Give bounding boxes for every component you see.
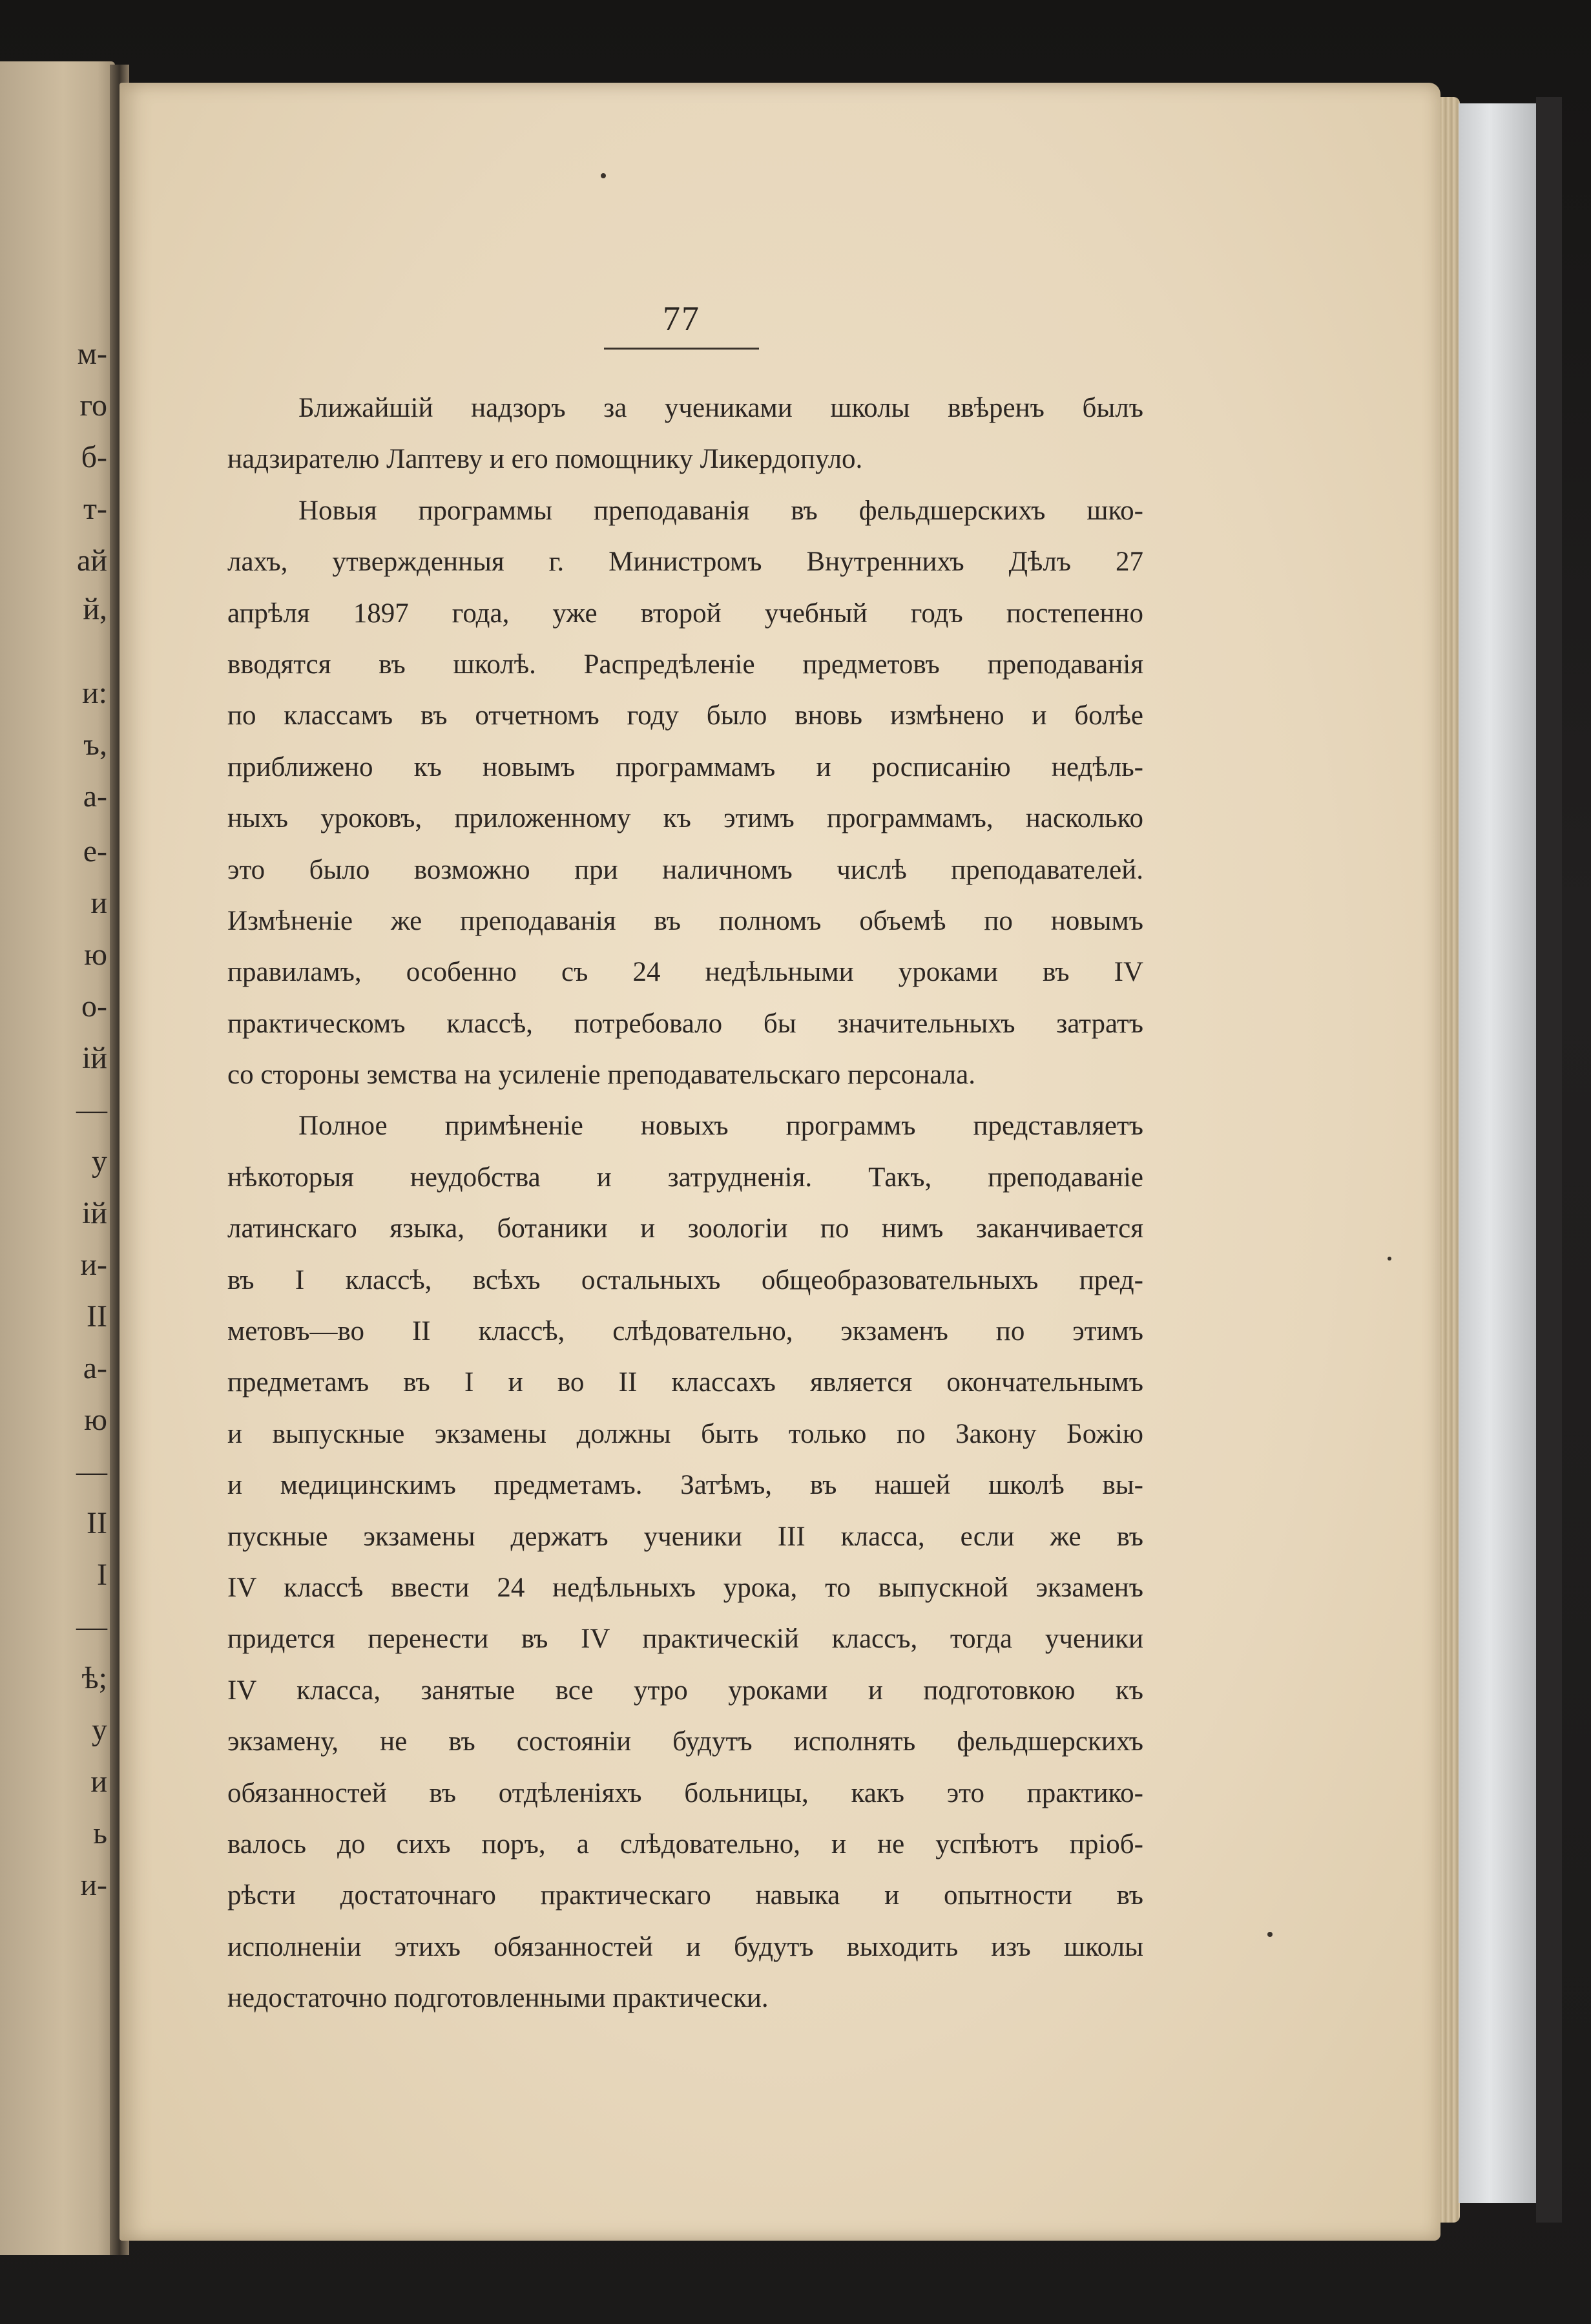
left-page-text-fragment: го bbox=[79, 388, 107, 423]
left-page-text-fragment: е- bbox=[83, 834, 107, 868]
text-line: апрѣля 1897 года, уже второй учебный годъ постепенно bbox=[227, 598, 1143, 629]
text-line: исполненіи этихъ обязанностей и будутъ выходить изъ школы bbox=[227, 1931, 1143, 1962]
text-line: и медицинскимъ предметамъ. Затѣмъ, въ нашей школѣ вы- bbox=[227, 1470, 1143, 1501]
left-page-text-fragment: и: bbox=[81, 676, 107, 710]
left-page-text-fragment: ѣ; bbox=[81, 1661, 107, 1695]
text-line: вводятся въ школѣ. Распредѣленіе предметовъ преподаванія bbox=[227, 649, 1143, 680]
text-line: Новыя программы преподаванія въ фельдшерскихъ шко- bbox=[298, 495, 1143, 526]
text-line: со стороны земства на усиленіе преподавательскаго персонала. bbox=[227, 1060, 975, 1091]
text-line: Ближайшій надзоръ за учениками школы ввѣренъ былъ bbox=[298, 393, 1143, 423]
text-line: IV класса, занятые все утро уроками и подготовкою къ bbox=[227, 1675, 1143, 1706]
left-page-text-fragment: и- bbox=[80, 1248, 107, 1282]
left-page-text-fragment: I bbox=[97, 1558, 107, 1592]
left-page-text-fragment: а- bbox=[83, 1351, 107, 1385]
paper-speck bbox=[601, 173, 606, 178]
left-page-text-fragment: — bbox=[76, 1093, 107, 1127]
text-line: это было возможно при наличномъ числѣ преподавателей. bbox=[227, 854, 1143, 885]
paper-speck bbox=[1267, 1932, 1273, 1937]
left-page-text-fragment: и- bbox=[80, 1868, 107, 1902]
left-page-text-fragment: ій bbox=[81, 1041, 107, 1075]
left-page-text-fragment: ю bbox=[84, 937, 107, 972]
text-line: предметамъ въ I и во II классахъ является окончательнымъ bbox=[227, 1367, 1143, 1398]
text-line: обязанностей въ отдѣленіяхъ больницы, какъ это практико- bbox=[227, 1777, 1143, 1808]
text-line: по классамъ въ отчетномъ году было вновь измѣнено и болѣе bbox=[227, 700, 1143, 731]
text-line: Измѣненіе же преподаванія въ полномъ объемѣ по новымъ bbox=[227, 905, 1143, 936]
left-page-text-fragment: II bbox=[87, 1299, 107, 1334]
text-line: латинскаго языка, ботаники и зоологіи по нимъ заканчивается bbox=[227, 1213, 1143, 1244]
text-line: недостаточно подготовленными практически. bbox=[227, 1983, 769, 2014]
left-page-text-fragment: ай bbox=[77, 543, 107, 578]
body-text bbox=[227, 382, 1143, 2024]
text-line: IV классѣ ввести 24 недѣльныхъ урока, то выпускной экзаменъ bbox=[227, 1572, 1143, 1603]
left-page-text-fragment: й, bbox=[83, 592, 107, 626]
left-page-text-fragment: у bbox=[92, 1713, 107, 1747]
left-page-text-fragment: у bbox=[92, 1144, 107, 1178]
paper-speck bbox=[1388, 1257, 1391, 1261]
text-line: метовъ—во II классѣ, слѣдовательно, экзаменъ по этимъ bbox=[227, 1316, 1143, 1347]
cover-shadow bbox=[1536, 97, 1562, 2223]
text-line: надзирателю Лаптеву и его помощнику Ликердопуло. bbox=[227, 444, 863, 475]
left-page-text-fragment: — bbox=[76, 1609, 107, 1644]
left-page-text-fragment: а- bbox=[83, 779, 107, 813]
text-line: придется перенести въ IV практическій классъ, тогда ученики bbox=[227, 1624, 1143, 1655]
left-page-text-fragment: и bbox=[90, 1764, 107, 1799]
left-page-text-fragment: т- bbox=[83, 492, 107, 526]
left-page-text-fragment: ь bbox=[93, 1816, 107, 1850]
text-line: правиламъ, особенно съ 24 недѣльными уроками въ IV bbox=[227, 957, 1143, 988]
left-page-text-fragment: м- bbox=[77, 337, 107, 371]
text-line: нѣкоторыя неудобства и затрудненія. Такъ, преподаваніе bbox=[227, 1162, 1143, 1193]
page-number: 77 bbox=[663, 299, 700, 338]
left-page-text-fragment: ій bbox=[81, 1196, 107, 1230]
left-page-text-fragment: ю bbox=[84, 1403, 107, 1437]
left-page-text-fragment: о- bbox=[81, 989, 107, 1023]
left-page-text-fragment: б- bbox=[81, 440, 107, 474]
text-line: ныхъ уроковъ, приложенному къ этимъ программамъ, насколько bbox=[227, 803, 1143, 834]
left-page-text-fragment: II bbox=[87, 1506, 107, 1540]
text-line: въ I классѣ, всѣхъ остальныхъ общеобразовательныхъ пред- bbox=[227, 1264, 1143, 1295]
text-line: практическомъ классѣ, потребовало бы значительныхъ затратъ bbox=[227, 1008, 1143, 1039]
left-page-text-fragment: — bbox=[76, 1454, 107, 1489]
left-page-fragment bbox=[0, 61, 115, 2255]
page-number-rule bbox=[604, 348, 759, 350]
left-page-text-fragment: ъ, bbox=[83, 728, 107, 762]
text-line: пускные экзамены держатъ ученики III класса, если же въ bbox=[227, 1521, 1143, 1552]
book-cover-board bbox=[1459, 103, 1536, 2203]
text-line: рѣсти достаточнаго практическаго навыка и опытности въ bbox=[227, 1880, 1143, 1911]
text-line: приближено къ новымъ программамъ и росписанію недѣль- bbox=[227, 751, 1143, 782]
text-line: экзамену, не въ состояніи будутъ исполнять фельдшерскихъ bbox=[227, 1726, 1143, 1757]
text-line: лахъ, утвержденныя г. Министромъ Внутреннихъ Дѣлъ 27 bbox=[227, 547, 1143, 578]
left-page-text-fragment: и bbox=[90, 886, 107, 920]
text-line: и выпускные экзамены должны быть только по Закону Божію bbox=[227, 1418, 1143, 1449]
text-line: Полное примѣненіе новыхъ программъ представляетъ bbox=[298, 1111, 1143, 1142]
text-line: валось до сихъ поръ, а слѣдовательно, и не успѣютъ пріоб- bbox=[227, 1828, 1143, 1859]
